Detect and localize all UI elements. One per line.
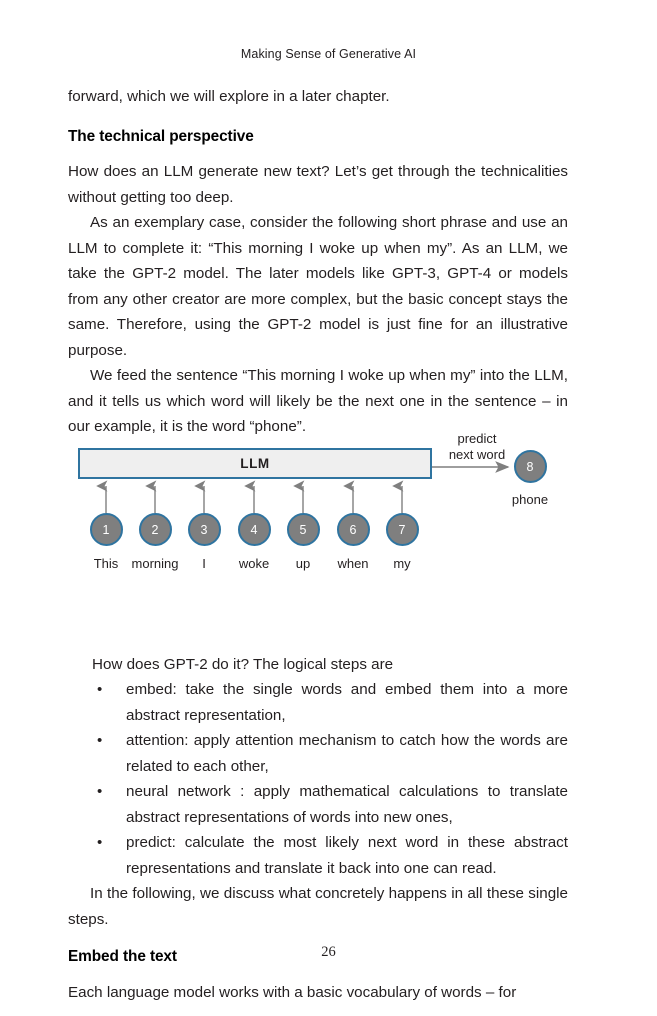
logical-steps-list — [68, 677, 568, 881]
list-item — [68, 779, 568, 830]
token-circle-2 — [139, 513, 172, 546]
step-separator: : — [184, 732, 194, 749]
token-circle-4 — [238, 513, 271, 546]
paragraph-following: In the following, we discuss what concretely happens in all these single steps. — [68, 885, 568, 928]
list-item — [68, 677, 568, 728]
predict-label-line1: predict — [457, 431, 497, 446]
token-circle-6 — [337, 513, 370, 546]
running-head: Making Sense of Generative AI — [240, 47, 417, 61]
list-item — [68, 728, 568, 779]
token-number: 1 — [102, 522, 110, 537]
token-number: 2 — [151, 522, 159, 537]
token-word-when: when — [337, 556, 369, 571]
heading-the-technical-perspective: The technical perspective — [68, 127, 254, 145]
paragraph-feed: We feed the sentence “This morning I woke up when my” into the LLM, and it tells us which word will likely be the next one in the sentence – in our example, it is the word “phone”. — [68, 367, 568, 435]
step-term: embed — [126, 681, 173, 698]
list-item — [68, 830, 568, 881]
token-word-phone: phone — [511, 492, 549, 507]
token-word-my: my — [393, 556, 411, 571]
paragraph-continued: forward, which we will explore in a later chapter. — [68, 88, 390, 105]
token-number: 5 — [299, 522, 307, 537]
predict-label-line2: next word — [448, 447, 506, 462]
step-text: calculate the most likely next word in these abstract representations and translate it back into one can read. — [126, 834, 568, 877]
token-number: 3 — [200, 522, 208, 537]
token-circle-7 — [386, 513, 419, 546]
step-text: take the single words and embed them into a more abstract representation, — [126, 681, 568, 724]
bullet-glyph: • — [97, 834, 103, 851]
llm-box — [78, 448, 432, 479]
paragraph-steps-lead: How does GPT-2 do it? The logical steps are — [92, 655, 394, 673]
token-number: 8 — [526, 459, 534, 474]
page-number: 26 — [321, 944, 336, 960]
token-word-this: This — [93, 556, 119, 571]
step-term: predict — [126, 834, 172, 851]
token-number: 6 — [349, 522, 357, 537]
token-word-i: I — [202, 556, 206, 571]
step-term: neural network — [126, 783, 231, 800]
token-number: 4 — [250, 522, 258, 537]
step-separator: : — [172, 681, 186, 698]
predict-next-word-label — [437, 431, 517, 463]
step-separator: : — [171, 834, 185, 851]
token-word-woke: woke — [238, 556, 270, 571]
token-circle-3 — [188, 513, 221, 546]
token-circle-8-output — [514, 450, 547, 483]
step-text: apply mathematical calculations to translate abstract representations of words into new ones, — [126, 783, 568, 826]
step-separator: : — [230, 783, 254, 800]
token-word-up: up — [295, 556, 311, 571]
token-number: 7 — [398, 522, 406, 537]
token-circle-1 — [90, 513, 123, 546]
heading-embed-the-text: Embed the text — [68, 948, 177, 965]
bullet-glyph: • — [97, 732, 103, 749]
step-term: attention — [126, 732, 185, 749]
paragraph-vocabulary: Each language model works with a basic vocabulary of words – for — [68, 983, 517, 1001]
paragraph-intro: How does an LLM generate new text? Let’s get through the technicalities without getting too deep. — [68, 163, 568, 206]
step-text: apply attention mechanism to catch how the words are related to each other, — [126, 732, 568, 775]
bullet-glyph: • — [97, 681, 103, 698]
bullet-glyph: • — [97, 783, 103, 800]
paragraph-example: As an exemplary case, consider the following short phrase and use an LLM to complete it: “This morning I woke up when my”. As an LLM, we take the GPT-2 model. The later models like GPT-3, GPT-4 or models from any other creator are more complex, but the basic concept stays the same. Therefore, using the GPT-2 model is just fine for an illustrative purpose. — [68, 214, 568, 359]
token-circle-5 — [287, 513, 320, 546]
token-word-morning: morning — [131, 556, 179, 571]
llm-box-label: LLM — [240, 456, 270, 471]
